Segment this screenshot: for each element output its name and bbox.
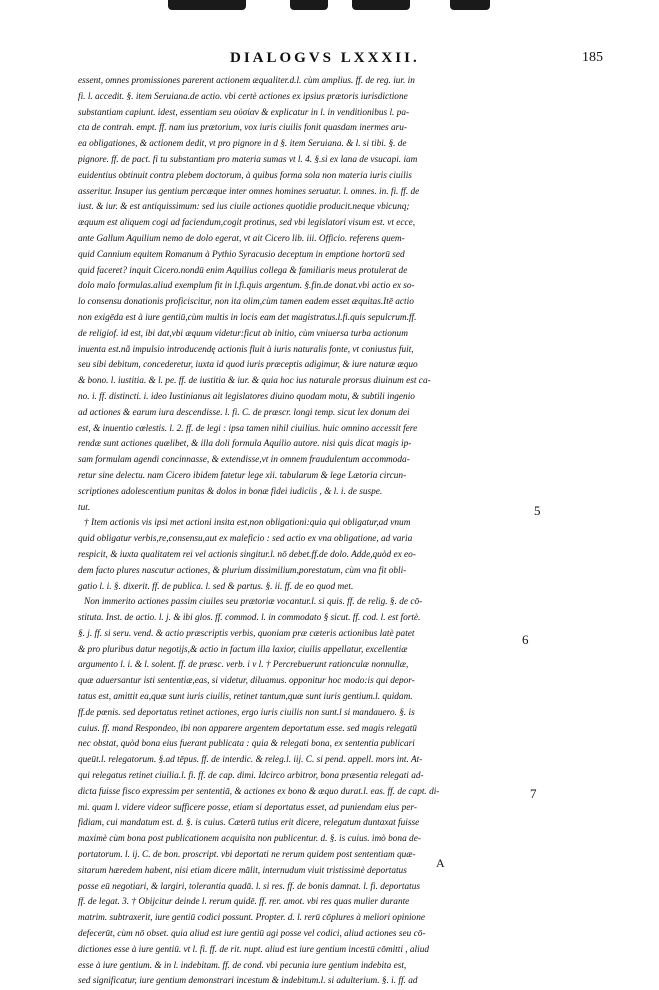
text-line: tatus est, amittit ea,quæ sunt iuris ciuilis, retinet tantum,quæ sunt iuris gentium.l. quidam. bbox=[78, 692, 413, 703]
text-line: Non immerito actiones passim ciuiles seu prætoriæ vocantur.l. si quis. ff. de relig. §. de cō- bbox=[84, 597, 423, 608]
text-line: argumento l. i. & l. solent. ff. de præsc. verb. i v l. † Percrebuerunt rationculæ nonnullæ, bbox=[78, 660, 409, 671]
text-line: stituta. Inst. de actio. l. j. & ibi glos. ff. commod. l. in commodato § sicut. ff. cod. l. est fortè. bbox=[78, 613, 421, 624]
text-line: posse eū negotiari, & largiri, tolerantia quadā. l. si res. ff. de bonis damnat. l. fi. deportatus bbox=[78, 881, 421, 892]
text-line: quæ aduersantur isti sententiæ,eas, si videtur, diluamus. opponitur hoc modo:is qui depor- bbox=[78, 676, 415, 687]
top-scan-edge bbox=[0, 0, 659, 14]
body-text bbox=[78, 74, 528, 990]
text-line: de religiof. id est, ibi dat,vbi æquum videtur:ficut ab initio, cùm vniuersa turba actionum bbox=[78, 328, 408, 339]
text-line: ante Gallum Aquilium nemo de dolo egerat, vt ait Cicero lib. iii. Officio. referens quem- bbox=[78, 233, 405, 244]
text-line: & bono. l. iustitia. & l. pe. ff. de iustitia & iur. & quia hoc ius naturale prorsus diuinum est ca- bbox=[78, 376, 431, 387]
text-line: scriptiones adolescentium punitas & dolos in bonæ fidei iudiciis , & l. i. de suspe. bbox=[78, 486, 383, 497]
text-line: dictiones esse à iure gentiū. vt l. fi. ff. de rit. nupt. aliud est iure gentium incestū cōmitti , aliud bbox=[78, 944, 429, 955]
paragraph bbox=[78, 595, 528, 990]
paragraph bbox=[78, 74, 528, 516]
text-line: dem facto plures nascutur actiones, & plurium dissimilium,porestatum, cùm vna fit obli- bbox=[78, 565, 407, 576]
page-number: 185 bbox=[582, 50, 603, 65]
text-line: queūt.l. relegatorum. §.ad tēpus. ff. de interdic. & releg.l. iij. C. si pend. appell. mors int. At- bbox=[78, 755, 423, 766]
scan-artifact bbox=[450, 0, 490, 10]
text-line: matrim. subtraxerit, iure gentiū codici possunt. Propter. d. l. rerū cōplures à meliori opinione bbox=[78, 913, 425, 924]
text-line: iust. & iur. & est antiquissimum: sed ius ciuile actiones quotidie producit.neque vbicunq; bbox=[78, 202, 410, 213]
text-line: ea obligationes, & actionem dedit, vt pro pignore in d §. item Seruiana. & l. si tibi. §. de bbox=[78, 139, 407, 150]
text-line: substantiam capiunt. idest, essentiam seu οὐσίαν & explicatur in l. in venditionibus l. pa- bbox=[78, 107, 410, 118]
text-line: esse à iure gentium. & in l. indebitam. ff. de cond. vbi pecunia iure gentium indebita est, bbox=[78, 960, 407, 971]
margin-note-number: 7 bbox=[530, 786, 537, 801]
text-line: æquum est aliquem cogi ad faciendum,cogit protinus, sed vbi legislatori visum est. vt ecce, bbox=[78, 218, 416, 229]
text-line: defecerūt, cùm nō obset. quia aliud est iure gentiū agi posse vel codici, aliud actiones seu cō- bbox=[78, 929, 426, 940]
text-line: ad actiones & earum iura descendisse. l. fi. C. de præscr. longi temp. sicut lex donum dei bbox=[78, 407, 410, 418]
text-line: dicta fuisse fisco expressim per sententiā, & actiones ex bono & æquo durat.l. eas. ff. de capt. di- bbox=[78, 786, 440, 797]
text-line: tut. bbox=[78, 502, 91, 513]
text-line: seu sibi debitum, concederetur, iuxta id quod iuris præceptis adigimur, & iure naturæ æquo bbox=[78, 360, 418, 371]
text-line: ff.de pœnis. sed deportatus retinet actiones, ergo iuris ciuilis non sunt.l si mandauero. §. is bbox=[78, 707, 415, 718]
text-line: maximè cùm bona post publicationem acquisita non publicentur. d. §. is cuius. imò bona de- bbox=[78, 834, 421, 845]
text-line: pignore. ff. de pact. fi tu substantiam pro materia sumas vt l. 4. §.si ex lana de vsucapi. iam bbox=[78, 154, 418, 165]
text-line: non exigēda est à iure gentiū,cùm multis in locis eam det magistratus.l.fi.quis sepulcrum.ff. bbox=[78, 312, 417, 323]
text-line: ff. de legat. 3. † Obijcitur deinde l. rerum quidē. ff. rer. amot. vbi res quas mulier durante bbox=[78, 897, 410, 908]
text-line: & pro pluribus datur negotijs,& actio in factum illa laxior, ciuilis appellatur, excellentiæ bbox=[78, 644, 408, 655]
text-line: rendæ sunt actiones quælibet, & illa doli formula Aquilio autore. nisi quis dicat magis ip- bbox=[78, 439, 412, 450]
text-line: sam formulam agendi concinnasse, & extendisse,vt in omnem fraudulentum accommoda- bbox=[78, 455, 410, 466]
scan-artifact bbox=[290, 0, 328, 10]
text-line: nec obstat, quòd bona eius fuerant publicata : quia & relegati bona, ex sententia publicari bbox=[78, 739, 415, 750]
page-header bbox=[0, 48, 659, 70]
text-line: † Item actionis vis ipsi met actioni insita est,non obligationi:quia qui obligatur,ad vnum bbox=[84, 518, 411, 529]
text-line: fi. l. accedit. §. item Seruiana.de actio. vbi certè actiones ex ipsius prætoris iurisdictione bbox=[78, 91, 408, 102]
text-line: retur sine delectu. nam Cicero ibidem fatetur lege xii. tabularum & lege Lætoria circun- bbox=[78, 470, 407, 481]
scan-artifact bbox=[168, 0, 246, 10]
signature-mark: A bbox=[436, 856, 445, 870]
running-head: DIALOGVS LXXXII. bbox=[230, 50, 420, 66]
text-line: lo consensu donationis proficiscitur, non ita olim,cùm tamen eadem esset æquitas.Itē actio bbox=[78, 297, 414, 308]
margin-note-number: 5 bbox=[534, 503, 541, 518]
text-line: sitarum hæredem habent, nisi etiam dicere mālit, internudum viuit tristissimè deportatus bbox=[78, 865, 407, 876]
text-line: qui relegatus retinet ciuilia.l. fi. ff. de cap. dimi. Idcirco arbitror, bona præsentia relegati ad- bbox=[78, 771, 424, 782]
text-line: quid obligatur verbis,re,consensu,aut ex maleficio : sed actio ex vna obligatione, ad varia bbox=[78, 534, 413, 545]
text-line: inuenta est.nã impulsio introducendę actionis fluit à iuris naturalis fonte, vt coniustus fuit, bbox=[78, 344, 414, 355]
text-line: asseritur. Insuper ius gentium percæque inter omnes homines seruatur. l. omnes. in. fi. ff. de bbox=[78, 186, 420, 197]
text-line: no. i. ff. distincti. i. ideo Iustinianus ait legislatores diuino quodam motu, & subtili ingenio bbox=[78, 391, 415, 402]
paragraph bbox=[78, 516, 528, 595]
text-line: portatorum. l. ij. C. de bon. proscript. vbi deportati ne rerum quidem post sententiam quæ- bbox=[78, 850, 416, 861]
text-line: essent, omnes promissiones parerent actionem æqualiter.d.l. cùm amplius. ff. de reg. iur. in bbox=[78, 76, 415, 86]
margin-note-number: 6 bbox=[522, 632, 529, 647]
text-line: gatio l. i. §. dixerit. ff. de publica. l. sed & partus. §. ii. ff. de eo quod met. bbox=[78, 581, 354, 592]
text-line: mi. quam l. videre videor sufficere posse, etiam si deportatus esset, ad puniendam eius per- bbox=[78, 802, 417, 813]
text-line: respicit, & iuxta qualitatem rei vel actionis singitur.l. nō debet.ff.de dolo. Adde,quòd ex eo- bbox=[78, 549, 416, 560]
text-line: quid faceret? inquit Cicero.nondū enim Aquilius collega & familiaris meus protulerat de bbox=[78, 265, 408, 276]
text-line: fidiam, cui mandatum est. d. §. is cuius. Cæterū tutius erit dicere, relegatum duntaxat fuisse bbox=[78, 818, 420, 829]
text-line: dolo malo formulas.aliud exemplum fit in l.fi.quis argentum. §.fin.de donat.vbi actio ex so- bbox=[78, 281, 415, 292]
text-line: euidentius obtinuit contra plebem doctorum, à quibus forma sola non materia iuris ciuilis bbox=[78, 170, 412, 181]
text-line: cta de contrah. empt. ff. nam ius prætorium, vox iuris ciuilis fonit quasdam inermes aru- bbox=[78, 123, 407, 134]
text-line: §. j. ff. si seru. vend. & actio præscriptis verbis, quoniam præ cæteris actionibus latè patet bbox=[78, 628, 415, 639]
scan-artifact bbox=[352, 0, 410, 10]
text-line: cuius. ff. mand Respondeo, ibi non apparere argentem deportatum esse. sed magis relegatū bbox=[78, 723, 417, 734]
text-line: est, & inuentio cœlestis. l. 2. ff. de legi : ipsa tamen nihil ciuilius. huic omnino accessit fere bbox=[78, 423, 418, 434]
text-line: quid Cannium equitem Romanum à Pythio Syracusio deceptum in emptione hortorū sed bbox=[78, 249, 405, 260]
text-line: sed significatur, iure gentium demonstrari incestum & indebitum.l. si adulterium. §. i. ff. ad bbox=[78, 976, 418, 987]
